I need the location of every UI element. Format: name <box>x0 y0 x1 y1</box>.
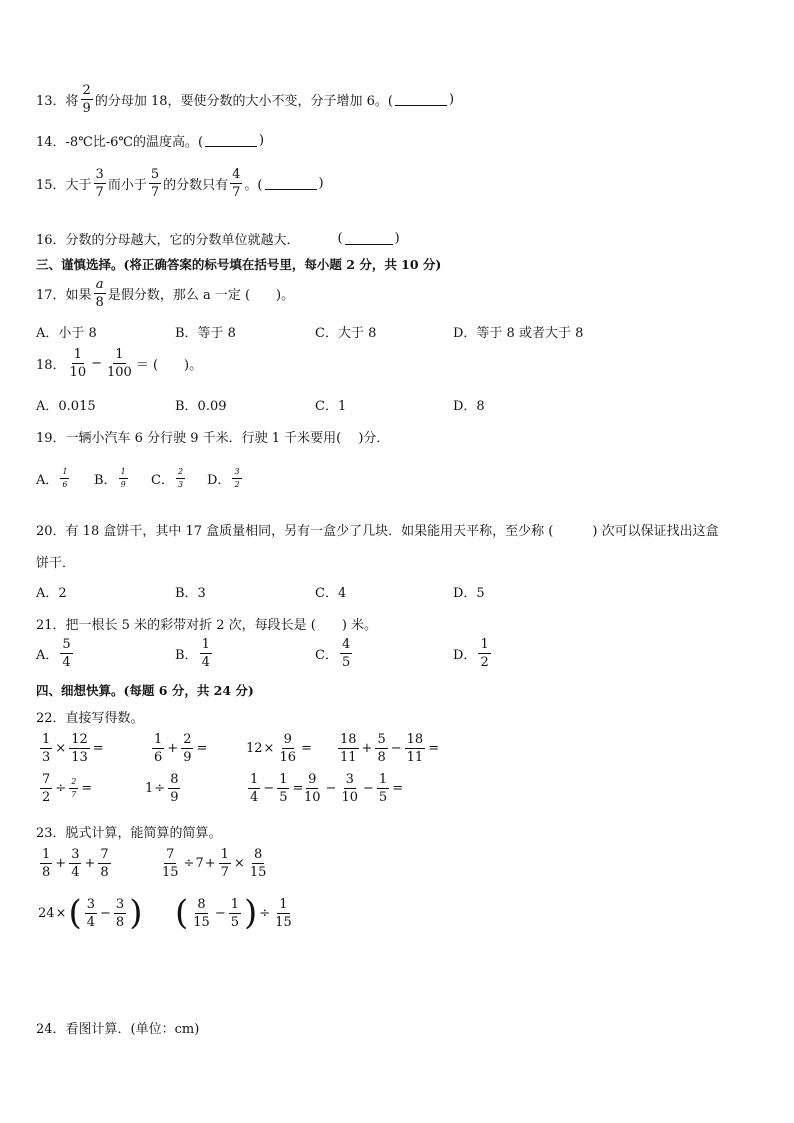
denominator: 3 <box>42 750 51 765</box>
numerator: 3 <box>115 896 125 912</box>
denominator: 11 <box>340 750 357 765</box>
operator: × <box>55 741 67 756</box>
fraction <box>60 638 72 669</box>
operator: ÷ <box>55 781 67 796</box>
operator: − <box>100 905 111 921</box>
option-a[interactable]: A．0.015 <box>36 399 96 414</box>
denominator: 15 <box>193 914 210 930</box>
numerator: 1 <box>115 347 124 362</box>
numerator: 3 <box>71 847 80 862</box>
operator: ÷ <box>183 856 195 871</box>
section-4-heading: 四、细想快算。(每题 6 分，共 24 分) <box>36 683 254 698</box>
denominator: 8 <box>95 295 104 310</box>
numerator: 7 <box>42 772 51 787</box>
denominator: 15 <box>249 865 267 880</box>
fraction <box>81 84 93 115</box>
option-b[interactable]: B． $\frac{1}{4}$ <box>175 637 210 670</box>
numerator: 4 <box>232 167 241 182</box>
operator: + <box>167 741 179 756</box>
fraction <box>338 733 359 764</box>
fraction <box>119 468 128 489</box>
expression <box>300 773 404 804</box>
fraction <box>69 733 90 764</box>
question-19: 19．一辆小汽车 6 分行驶 9 千米．行驶 1 千米要用( )分． <box>36 431 390 446</box>
denominator: 9 <box>170 790 179 805</box>
numerator: 8 <box>197 896 206 912</box>
fraction <box>40 848 52 879</box>
denominator: 3 <box>177 480 184 489</box>
numerator: 1 <box>119 468 128 479</box>
operator: ) <box>244 893 258 933</box>
denominator: 6 <box>62 480 68 489</box>
expression <box>174 893 296 933</box>
fraction <box>230 168 242 199</box>
fraction <box>273 898 294 929</box>
denominator: 16 <box>279 750 296 765</box>
numerator: 7 <box>100 847 109 862</box>
operator: = <box>292 781 304 796</box>
fraction <box>405 733 426 764</box>
denominator: 13 <box>71 750 88 765</box>
denominator: 8 <box>100 865 109 880</box>
numerator: 9 <box>283 732 292 747</box>
denominator: 8 <box>115 914 125 930</box>
operator: × <box>55 905 67 921</box>
operator: − <box>363 781 374 796</box>
question-18: 18． $\frac{1}{10}$ − $\frac{1}{100}$ ＝ ( )。 <box>36 347 203 380</box>
operator: ) <box>129 893 143 933</box>
denominator: 7 <box>232 185 241 200</box>
numerator: 1 <box>279 896 288 912</box>
operator: = <box>81 781 93 796</box>
fraction <box>277 773 289 804</box>
denominator: 5 <box>279 790 288 805</box>
question-14: 14．-8℃比-6℃的温度高。( ) <box>36 133 265 150</box>
numerator: 7 <box>166 847 175 862</box>
denominator: 2 <box>42 790 51 805</box>
fraction <box>248 773 260 804</box>
operator: + <box>84 856 96 871</box>
q13-number: 13．将 <box>36 94 79 109</box>
operator: ( <box>175 893 189 933</box>
numerator: 1 <box>73 347 82 362</box>
option-c[interactable]: C．1 <box>315 399 347 414</box>
numerator: 2 <box>82 83 91 98</box>
option-d[interactable]: D． $\frac{3}{2}$ <box>207 467 240 489</box>
numerator: 5 <box>377 732 386 747</box>
fraction <box>40 733 52 764</box>
fraction <box>248 848 269 879</box>
denominator: 11 <box>406 750 424 765</box>
option-b[interactable]: B．等于 8 <box>175 326 236 341</box>
expression <box>38 733 105 764</box>
fraction <box>94 168 106 199</box>
fraction <box>302 773 323 804</box>
fraction <box>85 898 97 929</box>
expression <box>150 733 208 764</box>
fraction <box>219 848 231 879</box>
question-20: 20．有 18 盒饼干，其中 17 盒质量相同，另有一盒少了几块．如果能用天平称，至少称 ( ) 次可以保证找出这盒 <box>36 524 719 539</box>
q14-text: 14．-8℃比-6℃的温度高。( <box>36 135 204 150</box>
operator: = <box>196 741 208 756</box>
fraction <box>339 773 360 804</box>
q13-text: 的分母加 18，要使分数的大小不变，分子增加 6。( <box>94 94 393 109</box>
fraction <box>98 848 110 879</box>
question-21: 21．把一根长 5 米的彩带对折 2 次，每段长是 ( ) 米。 <box>36 618 378 633</box>
operator: + <box>204 856 216 871</box>
numerator: 4 <box>341 637 351 652</box>
fraction <box>176 468 185 489</box>
operator: ÷ <box>259 905 271 921</box>
operator: × <box>263 741 275 756</box>
fraction <box>229 898 241 929</box>
expression: 1 ÷ $\frac{8}{9}$ <box>145 772 179 805</box>
operator: ÷ <box>154 781 166 796</box>
fraction <box>168 773 180 804</box>
numerator: 12 <box>71 732 88 747</box>
numerator: 1 <box>480 637 489 652</box>
denominator: 5 <box>230 914 239 930</box>
denominator: 10 <box>341 790 358 805</box>
denominator: 8 <box>377 750 386 765</box>
expression <box>246 773 304 804</box>
expression <box>336 733 440 764</box>
denominator: 7 <box>71 790 77 799</box>
operator: × <box>233 856 245 871</box>
numerator: 18 <box>406 732 424 747</box>
denominator: 7 <box>220 865 229 880</box>
operator: = <box>301 741 312 756</box>
denominator: 5 <box>341 655 351 670</box>
option-a[interactable]: A．小于 8 <box>36 326 97 341</box>
fraction <box>114 898 126 929</box>
option-c[interactable]: C．大于 8 <box>315 326 377 341</box>
operator: = <box>392 781 404 796</box>
question-15: 15．大于 $\frac{3}{7}$ 而小于 $\frac{5}{7}$ 的分数只有 $\frac{4}{7}$ 。( ) <box>36 167 324 200</box>
expression: $\frac{7}{15}$ ÷ 7 + $\frac{1}{7}$ × $\frac{8}{15}$ <box>162 847 267 880</box>
answer-blank[interactable] <box>395 93 447 106</box>
question-23: 23．脱式计算，能简算的简算。 <box>36 826 222 841</box>
fraction <box>40 773 52 804</box>
answer-blank[interactable] <box>345 232 393 245</box>
operator: − <box>263 781 275 796</box>
operator: = <box>92 741 104 756</box>
fraction <box>277 733 298 764</box>
option-b[interactable]: B．0.09 <box>175 399 227 414</box>
expression <box>38 773 93 804</box>
numerator: 2 <box>183 732 192 747</box>
denominator: 4 <box>86 914 95 930</box>
option-a[interactable]: A．2 <box>36 586 67 601</box>
fraction <box>149 168 161 199</box>
operator: + <box>361 741 373 756</box>
numerator: 9 <box>308 772 317 787</box>
fraction <box>160 848 181 879</box>
numerator: a <box>95 277 104 292</box>
numerator: 2 <box>176 468 185 479</box>
operator: − <box>390 741 402 756</box>
fraction <box>340 638 352 669</box>
operator: + <box>55 856 67 871</box>
question-16: 16．分数的分母越大，它的分数单位就越大． ( ) <box>36 231 400 248</box>
option-b[interactable]: B． $\frac{1}{9}$ <box>94 467 126 489</box>
option-c[interactable]: C． $\frac{2}{3}$ <box>151 467 184 489</box>
expression: 24 × ( $\frac{3}{4}$ − $\frac{3}{8}$ ) <box>38 893 143 933</box>
fraction <box>152 733 164 764</box>
option-d[interactable]: D．8 <box>453 399 485 414</box>
operator: − <box>214 905 226 921</box>
numerator: 3 <box>232 468 241 479</box>
question-24: 24．看图计算．(单位：cm) <box>36 1022 200 1037</box>
operator: − <box>325 781 337 796</box>
operator: ( <box>68 893 82 933</box>
denominator: 2 <box>234 480 240 489</box>
denominator: 9 <box>82 101 91 116</box>
fraction <box>478 638 490 669</box>
fraction <box>105 348 134 379</box>
question-13: 13．将 $\frac{2}{9}$ 的分母加 18，要使分数的大小不变，分子增加 6。( ) <box>36 83 455 116</box>
numerator: 1 <box>220 847 229 862</box>
numerator: 1 <box>378 772 388 787</box>
fraction <box>94 278 106 309</box>
question-17: 17．如果 $\frac{a}{8}$ 是假分数，那么 a 一定 ( )。 <box>36 277 295 310</box>
fraction <box>69 848 81 879</box>
denominator: 4 <box>201 655 210 670</box>
option-d[interactable]: D．5 <box>453 586 485 601</box>
numerator: 1 <box>250 772 259 787</box>
option-a[interactable]: A． $\frac{5}{4}$ <box>36 637 71 670</box>
fraction <box>69 778 78 799</box>
denominator: 9 <box>183 750 192 765</box>
operator: = <box>428 741 440 756</box>
fraction <box>181 733 193 764</box>
numerator: 8 <box>170 772 179 787</box>
denominator: 4 <box>62 655 71 670</box>
numerator: 1 <box>42 847 51 862</box>
numerator: 5 <box>62 637 71 652</box>
operator: − <box>91 356 102 371</box>
numerator: 18 <box>340 732 357 747</box>
option-b[interactable]: B．3 <box>175 586 206 601</box>
numerator: 1 <box>60 468 69 479</box>
denominator: 10 <box>69 365 87 380</box>
fraction <box>68 348 89 379</box>
option-d[interactable]: D． $\frac{1}{2}$ <box>453 637 489 670</box>
denominator: 9 <box>120 480 126 489</box>
expression: 12 × $\frac{9}{16}$ = <box>246 732 312 765</box>
question-20-cont: 饼干． <box>36 556 76 571</box>
denominator: 5 <box>378 790 388 805</box>
denominator: 15 <box>162 865 179 880</box>
denominator: 8 <box>42 865 51 880</box>
fraction <box>200 638 212 669</box>
numerator: 5 <box>150 167 160 182</box>
denominator: 4 <box>250 790 259 805</box>
denominator: 7 <box>95 185 104 200</box>
denominator: 4 <box>71 865 80 880</box>
fraction <box>191 898 212 929</box>
numerator: 2 <box>69 778 78 789</box>
answer-blank[interactable] <box>265 177 317 190</box>
fraction <box>377 773 389 804</box>
numerator: 8 <box>253 847 263 862</box>
denominator: 6 <box>154 750 163 765</box>
denominator: 15 <box>275 914 292 930</box>
numerator: 1 <box>201 637 210 652</box>
section-3-heading: 三、谨慎选择。(将正确答案的标号填在括号里，每小题 2 分，共 10 分) <box>36 257 442 272</box>
denominator: 7 <box>150 185 160 200</box>
fraction <box>232 468 241 489</box>
expression <box>38 848 113 879</box>
fraction <box>375 733 387 764</box>
denominator: 2 <box>480 655 489 670</box>
numerator: 1 <box>230 896 239 912</box>
denominator: 100 <box>107 365 132 380</box>
denominator: 10 <box>304 790 321 805</box>
numerator: 1 <box>154 732 163 747</box>
answer-blank[interactable] <box>205 134 257 147</box>
option-d[interactable]: D．等于 8 或者大于 8 <box>453 326 584 341</box>
option-c[interactable]: C． $\frac{4}{5}$ <box>315 637 351 670</box>
option-a[interactable]: A． $\frac{1}{6}$ <box>36 467 68 489</box>
numerator: 1 <box>279 772 288 787</box>
fraction <box>60 468 69 489</box>
question-22: 22．直接写得数。 <box>36 711 144 726</box>
numerator: 3 <box>345 772 354 787</box>
numerator: 1 <box>42 732 51 747</box>
option-c[interactable]: C．4 <box>315 586 347 601</box>
numerator: 3 <box>95 167 104 182</box>
numerator: 3 <box>86 896 95 912</box>
